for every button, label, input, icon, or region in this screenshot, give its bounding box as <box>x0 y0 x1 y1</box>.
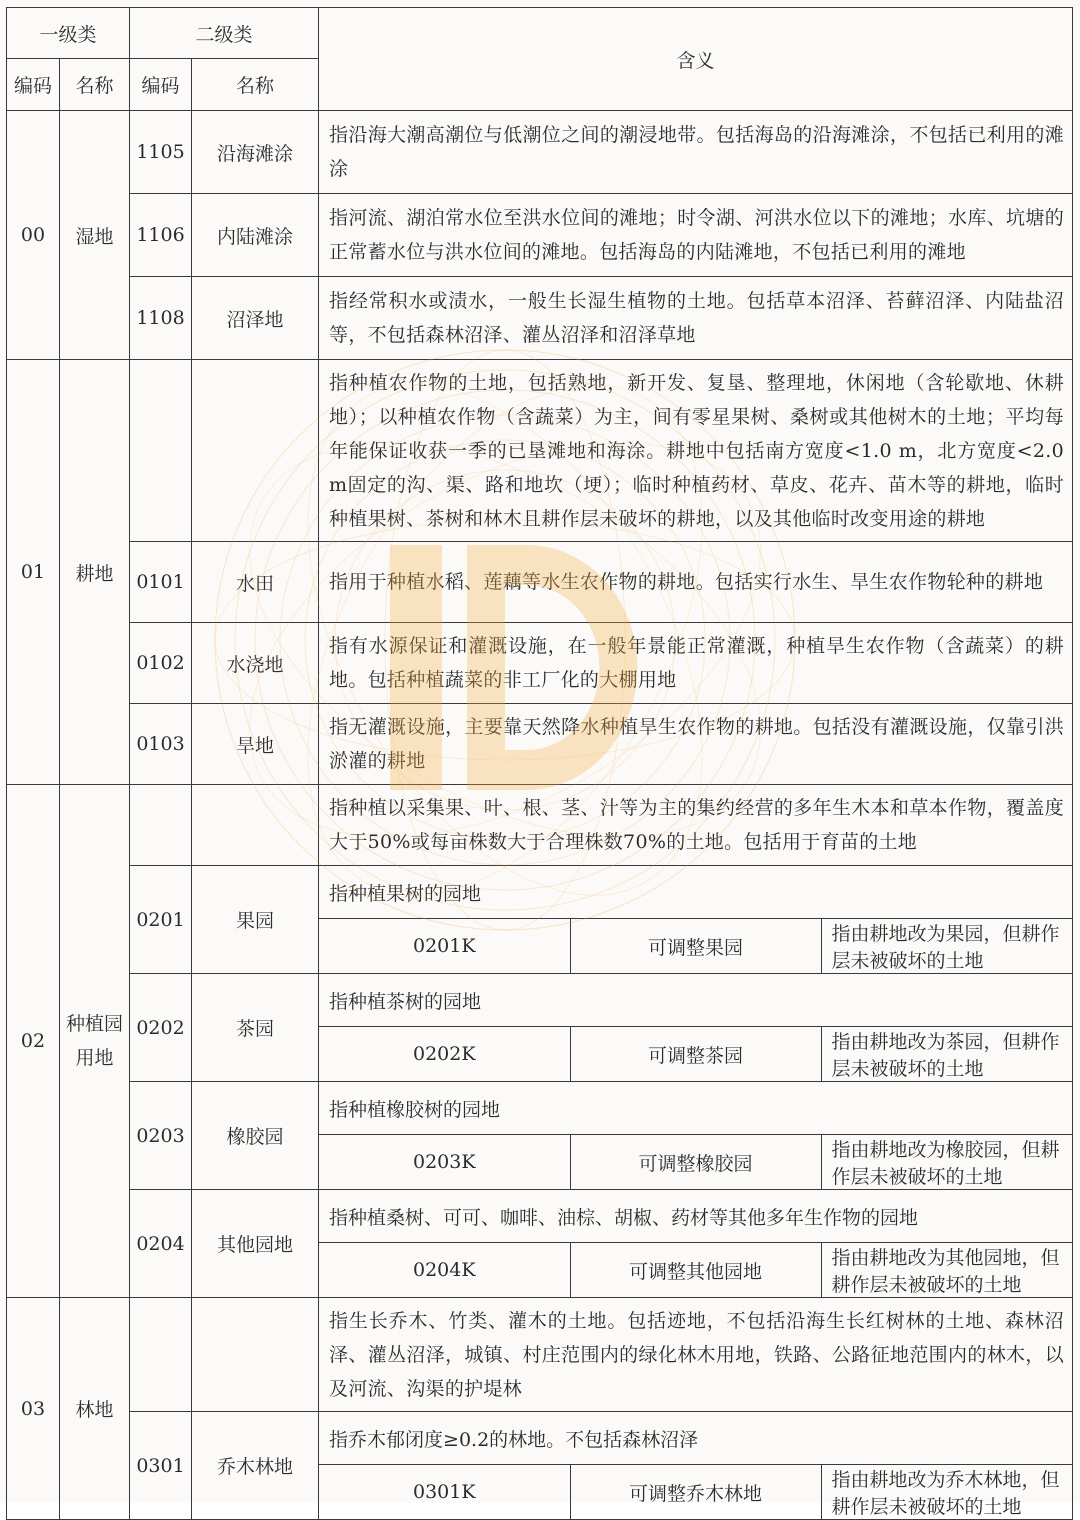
class-code: 0201 <box>130 866 192 974</box>
sub-name: 可调整茶园 <box>570 1027 821 1082</box>
class-name: 果园 <box>192 866 319 974</box>
header-level2: 二级类 <box>130 8 319 59</box>
group-code: 02 <box>7 785 60 1298</box>
table-row <box>7 360 1073 542</box>
header-name-1: 名称 <box>60 59 130 111</box>
class-name: 沼泽地 <box>192 277 319 360</box>
class-code: 1106 <box>130 194 192 277</box>
class-code: 1105 <box>130 111 192 194</box>
group-desc: 指种植农作物的土地，包括熟地，新开发、复垦、整理地，休闲地（含轮歇地、休耕地）；以种植农作物（含蔬菜）为主，间有零星果树、桑树或其他树木的土地；平均每年能保证收获一季的已垦滩地和海涂。耕地中包括南方宽度<1.0 m，北方宽度<2.0 m固定的沟、渠、路和地坎（埂）；临时种植药材、草皮、花卉、苗木等的耕地，临时种植果树、茶树和林木且耕作层未破坏的耕地，以及其他临时改变用途的耕地 <box>319 360 1073 542</box>
land-classification-table <box>6 7 1073 1520</box>
table-row <box>7 785 1073 866</box>
class-desc: 指有水源保证和灌溉设施，在一般年景能正常灌溉，种植旱生农作物（含蔬菜）的耕地。包括种植蔬菜的非工厂化的大棚用地 <box>319 623 1073 704</box>
header-level1: 一级类 <box>7 8 130 59</box>
group-name: 种植园用地 <box>60 785 130 1298</box>
sub-name: 可调整果园 <box>570 919 821 974</box>
class-desc: 指种植桑树、可可、咖啡、油棕、胡椒、药材等其他多年生作物的园地 <box>329 1206 919 1229</box>
sub-desc: 指由耕地改为果园，但耕作层未被破坏的土地 <box>821 919 1072 974</box>
class-desc: 指用于种植水稻、莲藕等水生农作物的耕地。包括实行水生、旱生农作物轮种的耕地 <box>319 542 1073 623</box>
header-name-2: 名称 <box>192 59 319 111</box>
table-row <box>7 194 1073 277</box>
table-row <box>7 1298 1073 1412</box>
table-row <box>7 704 1073 785</box>
class-desc: 指种植橡胶树的园地 <box>329 1098 501 1121</box>
group-name: 湿地 <box>60 111 130 360</box>
table-row <box>7 1082 1073 1190</box>
class-desc: 指河流、湖泊常水位至洪水位间的滩地；时令湖、河洪水位以下的滩地；水库、坑塘的正常蓄水位与洪水位间的滩地。包括海岛的内陆滩地，不包括已利用的滩地 <box>319 194 1073 277</box>
class-name: 乔木林地 <box>192 1412 319 1520</box>
group-desc: 指生长乔木、竹类、灌木的土地。包括迹地，不包括沿海生长红树林的土地、森林沼泽、灌丛沼泽，城镇、村庄范围内的绿化林木用地，铁路、公路征地范围内的林木，以及河流、沟渠的护堤林 <box>319 1298 1073 1412</box>
class-name: 沿海滩涂 <box>192 111 319 194</box>
class-desc: 指种植果树的园地 <box>329 882 482 905</box>
group-desc: 指种植以采集果、叶、根、茎、汁等为主的集约经营的多年生木本和草本作物，覆盖度大于50%或每亩株数大于合理株数70%的土地。包括用于育苗的土地 <box>319 785 1073 866</box>
sub-desc: 指由耕地改为其他园地，但耕作层未被破坏的土地 <box>821 1243 1072 1298</box>
class-desc: 指无灌溉设施，主要靠天然降水种植旱生农作物的耕地。包括没有灌溉设施，仅靠引洪淤灌的耕地 <box>319 704 1073 785</box>
class-name: 水田 <box>192 542 319 623</box>
class-code: 1108 <box>130 277 192 360</box>
table-row <box>7 1190 1073 1298</box>
header-meaning: 含义 <box>319 8 1073 111</box>
table-row <box>7 623 1073 704</box>
sub-desc: 指由耕地改为橡胶园，但耕作层未被破坏的土地 <box>821 1135 1072 1190</box>
table-row <box>7 111 1073 194</box>
class-desc: 指沿海大潮高潮位与低潮位之间的潮浸地带。包括海岛的沿海滩涂，不包括已利用的滩涂 <box>319 111 1073 194</box>
class-code: 0301 <box>130 1412 192 1520</box>
group-code: 03 <box>7 1298 60 1520</box>
class-desc: 指经常积水或渍水，一般生长湿生植物的土地。包括草本沼泽、苔藓沼泽、内陆盐沼等，不包括森林沼泽、灌丛沼泽和沼泽草地 <box>319 277 1073 360</box>
group-name: 林地 <box>60 1298 130 1520</box>
sub-name: 可调整其他园地 <box>570 1243 821 1298</box>
table-row <box>7 974 1073 1082</box>
group-code: 00 <box>7 111 60 360</box>
class-name: 内陆滩涂 <box>192 194 319 277</box>
table-row <box>7 542 1073 623</box>
class-code: 0102 <box>130 623 192 704</box>
sub-name: 可调整乔木林地 <box>570 1465 821 1520</box>
class-code: 0204 <box>130 1190 192 1298</box>
class-code: 0203 <box>130 1082 192 1190</box>
table-row <box>7 277 1073 360</box>
sub-desc: 指由耕地改为茶园，但耕作层未被破坏的土地 <box>821 1027 1072 1082</box>
class-name: 水浇地 <box>192 623 319 704</box>
sub-code: 0202K <box>319 1027 570 1082</box>
class-code: 0101 <box>130 542 192 623</box>
sub-code: 0203K <box>319 1135 570 1190</box>
header-code-1: 编码 <box>7 59 60 111</box>
class-code: 0202 <box>130 974 192 1082</box>
group-name: 耕地 <box>60 360 130 785</box>
table-row <box>7 866 1073 974</box>
class-name: 橡胶园 <box>192 1082 319 1190</box>
header-code-2: 编码 <box>130 59 192 111</box>
sub-desc: 指由耕地改为乔木林地，但耕作层未被破坏的土地 <box>821 1465 1072 1520</box>
group-code: 01 <box>7 360 60 785</box>
class-code: 0103 <box>130 704 192 785</box>
class-name: 旱地 <box>192 704 319 785</box>
class-desc: 指种植茶树的园地 <box>329 990 482 1013</box>
class-name: 茶园 <box>192 974 319 1082</box>
class-name: 其他园地 <box>192 1190 319 1298</box>
table-row <box>7 1412 1073 1520</box>
sub-name: 可调整橡胶园 <box>570 1135 821 1190</box>
sub-code: 0201K <box>319 919 570 974</box>
sub-code: 0301K <box>319 1465 570 1520</box>
sub-code: 0204K <box>319 1243 570 1298</box>
class-desc: 指乔木郁闭度≥0.2的林地。不包括森林沼泽 <box>329 1428 699 1451</box>
